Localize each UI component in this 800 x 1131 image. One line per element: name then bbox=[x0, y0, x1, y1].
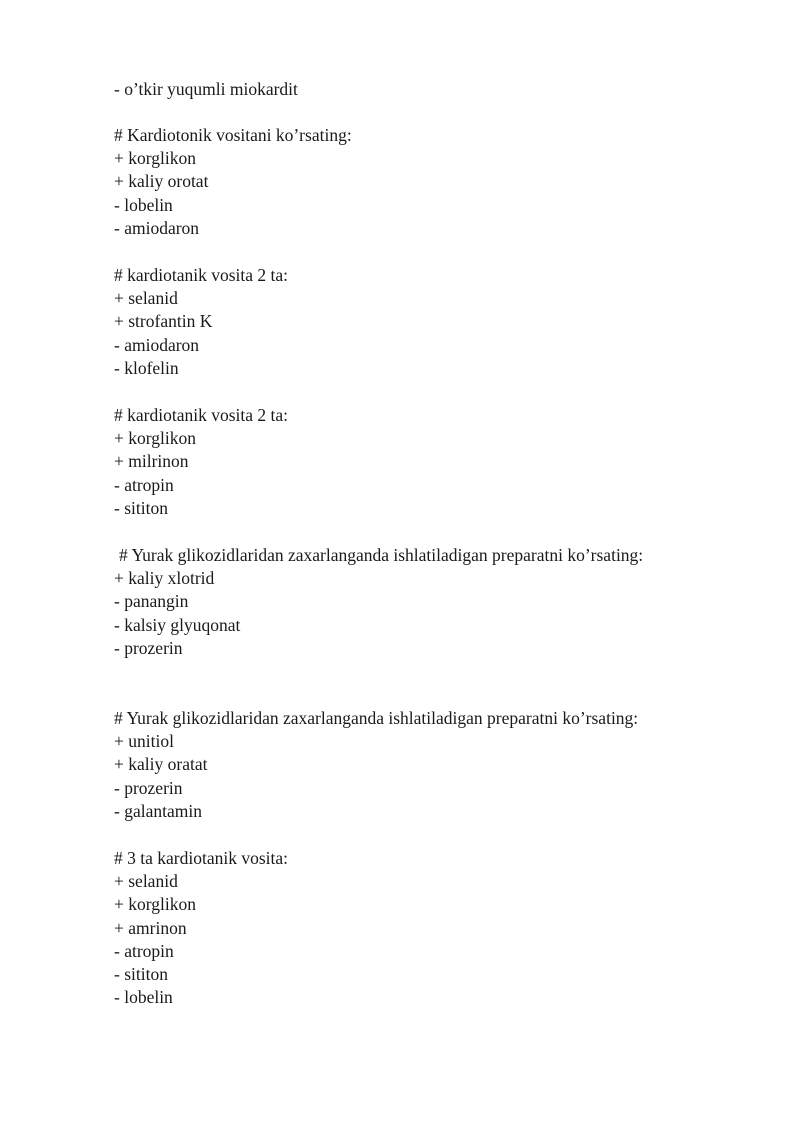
answer-option: + amrinon bbox=[114, 918, 187, 938]
answer-option: + korglikon bbox=[114, 894, 196, 914]
answer-option: + strofantin K bbox=[114, 311, 213, 331]
question-title: # 3 ta kardiotanik vosita: bbox=[114, 848, 288, 868]
answer-option: + korglikon bbox=[114, 148, 196, 168]
question-title: # Yurak glikozidlaridan zaxarlanganda ishlatiladigan preparatni ko’rsating: bbox=[119, 545, 644, 565]
question-title: # Yurak glikozidlaridan zaxarlanganda ishlatiladigan preparatni ko’rsating: bbox=[114, 708, 639, 728]
answer-option: - amiodaron bbox=[114, 335, 200, 355]
answer-option: - lobelin bbox=[114, 195, 173, 215]
answer-option: - lobelin bbox=[114, 987, 173, 1007]
question-title: # kardiotanik vosita 2 ta: bbox=[114, 265, 288, 285]
answer-option: + kaliy oratat bbox=[114, 754, 208, 774]
answer-option: + selanid bbox=[114, 288, 178, 308]
answer-option: - atropin bbox=[114, 941, 174, 961]
question-title: # Kardiotonik vositani ko’rsating: bbox=[114, 125, 352, 145]
answer-option: + unitiol bbox=[114, 731, 174, 751]
answer-option: - amiodaron bbox=[114, 218, 200, 238]
answer-option: - atropin bbox=[114, 475, 174, 495]
answer-option: - klofelin bbox=[114, 358, 179, 378]
answer-option: - sititon bbox=[114, 498, 168, 518]
answer-option: - sititon bbox=[114, 964, 168, 984]
answer-option: - o’tkir yuqumli miokardit bbox=[114, 79, 298, 99]
answer-option: + kaliy xlotrid bbox=[114, 568, 215, 588]
answer-option: - prozerin bbox=[114, 638, 183, 658]
answer-option: + milrinon bbox=[114, 451, 189, 471]
answer-option: + selanid bbox=[114, 871, 178, 891]
answer-option: + kaliy orotat bbox=[114, 171, 209, 191]
question-title: # kardiotanik vosita 2 ta: bbox=[114, 405, 288, 425]
answer-option: + korglikon bbox=[114, 428, 196, 448]
answer-option: - panangin bbox=[114, 591, 189, 611]
answer-option: - kalsiy glyuqonat bbox=[114, 615, 241, 635]
answer-option: - prozerin bbox=[114, 778, 183, 798]
answer-option: - galantamin bbox=[114, 801, 202, 821]
